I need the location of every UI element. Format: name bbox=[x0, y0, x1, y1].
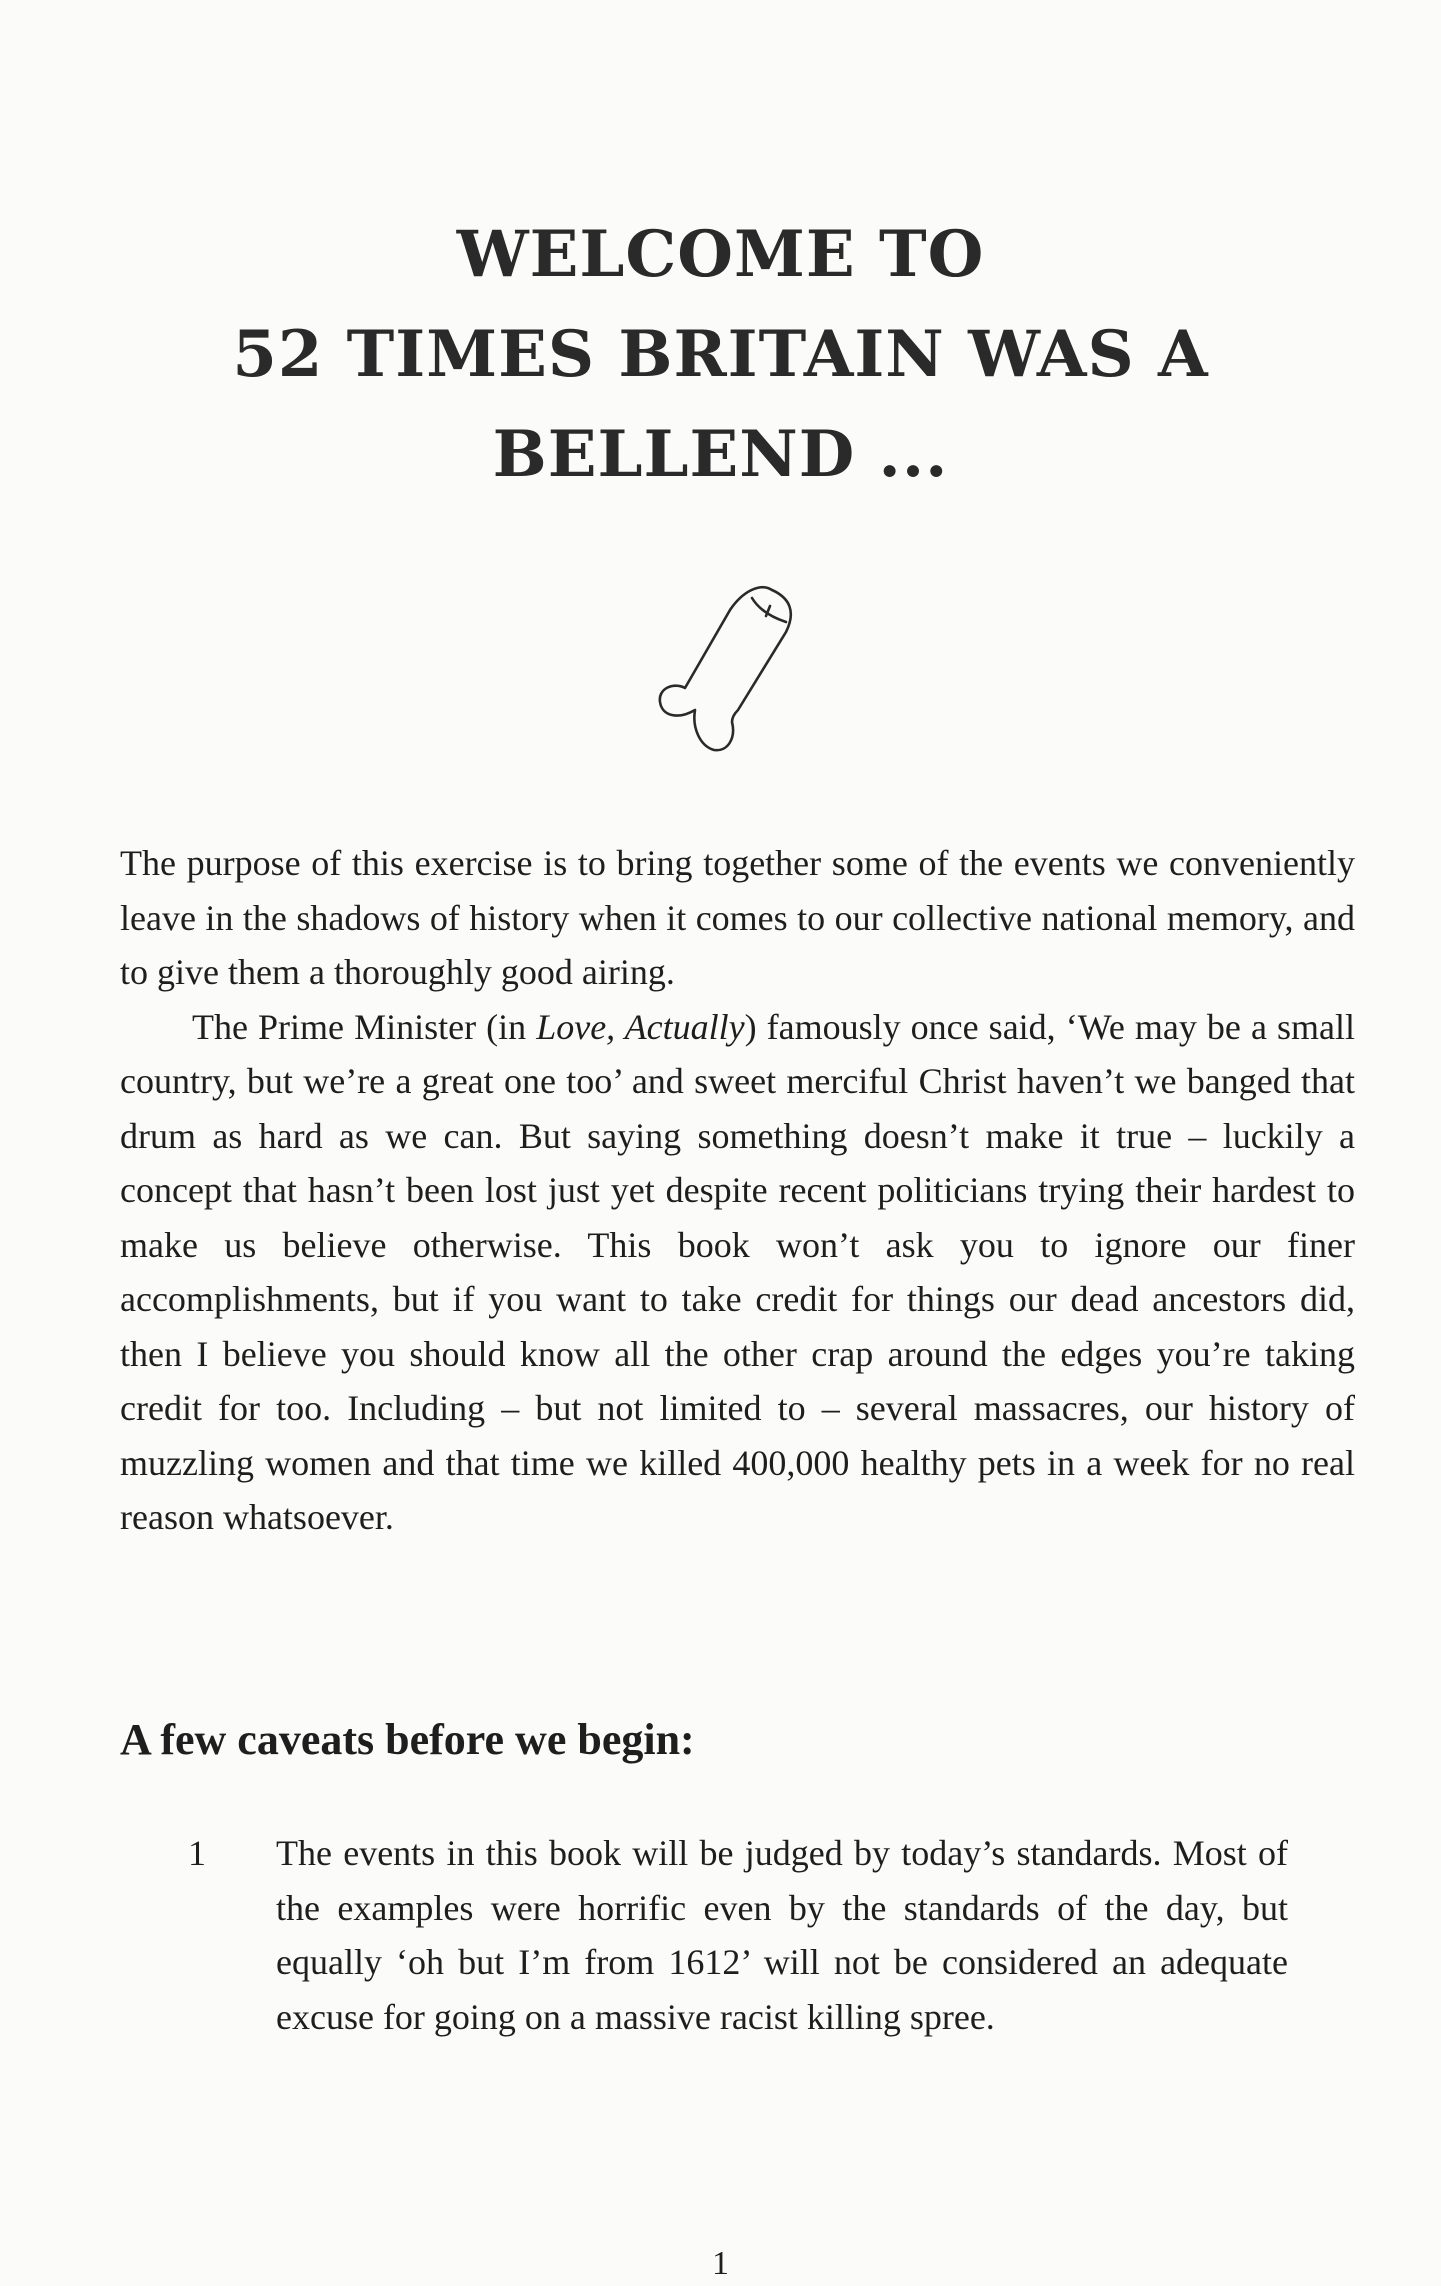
paragraph-2-rest: ) famously once said, ‘We may be a small country, but we’re a great one too’ and sweet merciful Christ haven’t we banged that drum as hard as we can. But saying something doesn’t make it true – luckily a concept that hasn’t been lost just yet despite recent politicians trying their hardest to make us believe otherwise. This book won’t ask you to ignore our finer accomplishments, but if you want to take credit for things our dead ancestors did, then I believe you should know all the other crap around the edges you’re taking credit for too. Including – but not limited to – several massacres, our history of muzzling women and that time we killed 400,000 healthy pets in a week for no real reason whatsoever. bbox=[120, 1006, 1355, 1537]
title-line-1: WELCOME TO bbox=[456, 217, 985, 292]
list-item bbox=[188, 1826, 1288, 2044]
list-item-text: The events in this book will be judged by today’s standards. Most of the examples were horrific even by the standards of the day, but equally ‘oh but I’m from 1612’ will not be considered an adequate excuse for going on a massive racist killing spree. bbox=[276, 1833, 1288, 2037]
list-item-number: 1 bbox=[188, 1833, 206, 1873]
section-heading: A few caveats before we begin: bbox=[120, 1715, 695, 1764]
body-text bbox=[120, 836, 1355, 1545]
film-title: Love, Actually bbox=[536, 1006, 745, 1047]
title-line-3: BELLEND ... bbox=[492, 417, 949, 492]
title-line-2: 52 TIMES BRITAIN WAS A bbox=[232, 317, 1209, 392]
paragraph-2-start: The Prime Minister (in bbox=[192, 1006, 537, 1047]
page-number: 1 bbox=[712, 2245, 729, 2282]
page-title bbox=[0, 205, 1441, 505]
doodle-icon bbox=[640, 570, 810, 770]
paragraph-2 bbox=[120, 1000, 1355, 1545]
paragraph-1: The purpose of this exercise is to bring together some of the events we conveniently leave in the shadows of history when it comes to our collective national memory, and to give them a thoroughly good airing. bbox=[120, 843, 1355, 992]
caveats-list bbox=[188, 1826, 1288, 2044]
